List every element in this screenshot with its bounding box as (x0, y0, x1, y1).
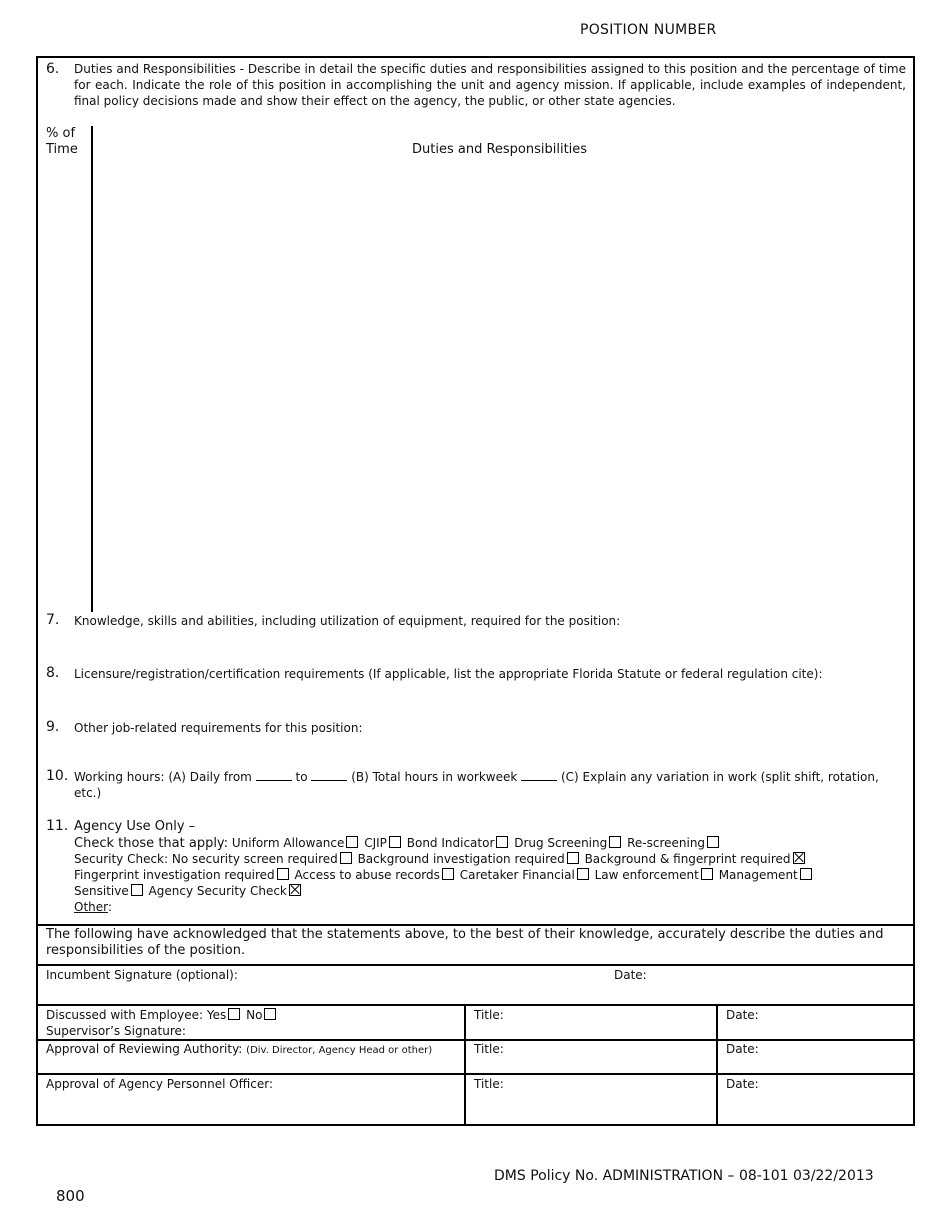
uniform-allowance-label: Uniform Allowance (231, 836, 345, 850)
financial-label: Financial (522, 868, 575, 882)
check-apply-line (74, 835, 721, 852)
position-number-label: POSITION NUMBER (580, 22, 717, 38)
agency-security-checkbox-checked[interactable] (289, 884, 301, 896)
other-label: Other (74, 900, 108, 914)
reviewing-authority-note: (Div. Director, Agency Head or other) (246, 1045, 433, 1056)
incumbent-date-label: Date: (614, 968, 647, 982)
re-screening-label: Re-screening (627, 836, 706, 850)
duties-column-divider (91, 126, 93, 612)
section-10-number: 10. (46, 768, 69, 784)
bond-indicator-checkbox[interactable] (496, 836, 508, 848)
security-check-line (74, 851, 807, 867)
total-hours-label: (B) Total hours in workweek (351, 770, 518, 784)
background-investigation-label: Background investigation required (357, 852, 565, 866)
working-hours-etc: etc.) (74, 786, 102, 800)
personnel-date-label: Date: (726, 1077, 759, 1091)
drug-screening-checkbox[interactable] (609, 836, 621, 848)
percent-time-label-1: % of (46, 126, 76, 141)
reviewing-authority-line (46, 1041, 432, 1059)
other-colon: : (107, 900, 112, 914)
ack-bottom-rule (37, 964, 914, 966)
law-enforcement-checkbox[interactable] (701, 868, 713, 880)
fingerprint-line (74, 867, 814, 883)
law-enforcement-label: Law enforcement (594, 868, 699, 882)
management-checkbox[interactable] (800, 868, 812, 880)
drug-screening-label: Drug Screening (514, 836, 608, 850)
abuse-records-label: Access to abuse records (294, 868, 440, 882)
policy-footer: DMS Policy No. ADMINISTRATION – 08-101 03/22/2013 (494, 1168, 874, 1184)
background-fingerprint-label: Background & fingerprint required (584, 852, 791, 866)
caretaker-label: Caretaker (459, 868, 519, 882)
background-fingerprint-checkbox-checked[interactable] (793, 852, 805, 864)
working-hours-label: Working hours: (A) Daily from (74, 770, 252, 784)
cjip-label: CJIP (364, 836, 387, 850)
discussed-line (46, 1007, 278, 1023)
re-screening-checkbox[interactable] (707, 836, 719, 848)
check-apply-label: Check those that apply: (74, 836, 229, 851)
ack-top-rule (37, 924, 914, 926)
uniform-allowance-checkbox[interactable] (346, 836, 358, 848)
section-6-instructions: Duties and Responsibilities - Describe in detail the specific duties and responsibilities assigned to this position and the percentage of time for each. Indicate the role of this position in accomplishing the unit and agency mission. If applicable, include examples of independent, final policy decisions made and show their effect on the agency, the public, or other state agencies. (74, 62, 906, 108)
fingerprint-checkbox[interactable] (277, 868, 289, 880)
signature-grid-col-1 (464, 1005, 466, 1125)
background-investigation-checkbox[interactable] (567, 852, 579, 864)
incumbent-signature-field[interactable] (40, 984, 910, 1002)
discussed-no-label: No (246, 1008, 263, 1022)
no-security-checkbox[interactable] (340, 852, 352, 864)
supervisor-signature-label: Supervisor’s Signature: (46, 1024, 186, 1038)
percent-time-label-2: Time (46, 142, 78, 157)
discussed-yes-label: Discussed with Employee: Yes (46, 1008, 227, 1022)
acknowledgement-text: The following have acknowledged that the statements above, to the best of their knowledge, accurately describe the duties and responsibilities of the position. (46, 927, 884, 958)
reviewing-date-label: Date: (726, 1042, 759, 1056)
personnel-officer-label: Approval of Agency Personnel Officer: (46, 1077, 274, 1091)
section-11-number: 11. (46, 818, 69, 834)
reviewing-authority-label: Approval of Reviewing Authority: (46, 1042, 243, 1056)
to-label: to (295, 770, 308, 784)
security-check-label: Security Check: (74, 852, 169, 866)
discussed-yes-checkbox[interactable] (228, 1008, 240, 1020)
section-8-number: 8. (46, 665, 60, 681)
sensitive-line (74, 883, 303, 899)
incumbent-row-rule (37, 1004, 914, 1006)
agency-use-title: Agency Use Only – (74, 819, 196, 834)
section-9-text: Other job-related requirements for this position: (74, 721, 363, 735)
section-7-number: 7. (46, 612, 60, 628)
incumbent-signature-label: Incumbent Signature (optional): (46, 968, 238, 982)
total-hours-field[interactable] (521, 770, 557, 781)
section-9-number: 9. (46, 719, 60, 735)
management-label: Management (718, 868, 798, 882)
daily-to-field[interactable] (311, 770, 347, 781)
cjip-checkbox[interactable] (389, 836, 401, 848)
variation-label: (C) Explain any variation in work (split shift, rotation, (560, 770, 879, 784)
daily-from-field[interactable] (256, 770, 292, 781)
duties-entry-area[interactable] (95, 162, 910, 608)
reviewing-row-rule (37, 1073, 914, 1075)
bond-indicator-label: Bond Indicator (406, 836, 495, 850)
sensitive-label: Sensitive (74, 884, 129, 898)
reviewing-title-label: Title: (474, 1042, 504, 1056)
page-code: 800 (56, 1187, 85, 1205)
supervisor-date-label: Date: (726, 1008, 759, 1022)
fingerprint-label: Fingerprint investigation required (74, 868, 275, 882)
discussed-no-checkbox[interactable] (264, 1008, 276, 1020)
working-hours-line (74, 769, 879, 785)
supervisor-title-label: Title: (474, 1008, 504, 1022)
other-line (74, 899, 112, 915)
sensitive-checkbox[interactable] (131, 884, 143, 896)
financial-checkbox[interactable] (577, 868, 589, 880)
section-8-text: Licensure/registration/certification requirements (If applicable, list the appropriate Florida Statute or federal regulation cite): (74, 667, 823, 681)
personnel-title-label: Title: (474, 1077, 504, 1091)
abuse-records-checkbox[interactable] (442, 868, 454, 880)
section-6-number: 6. (46, 61, 60, 77)
no-security-label: No security screen required (171, 852, 338, 866)
agency-security-label: Agency Security Check (148, 884, 287, 898)
signature-grid-col-2 (716, 1005, 718, 1125)
duties-column-header: Duties and Responsibilities (412, 142, 588, 157)
section-7-text: Knowledge, skills and abilities, including utilization of equipment, required for the position: (74, 614, 621, 628)
